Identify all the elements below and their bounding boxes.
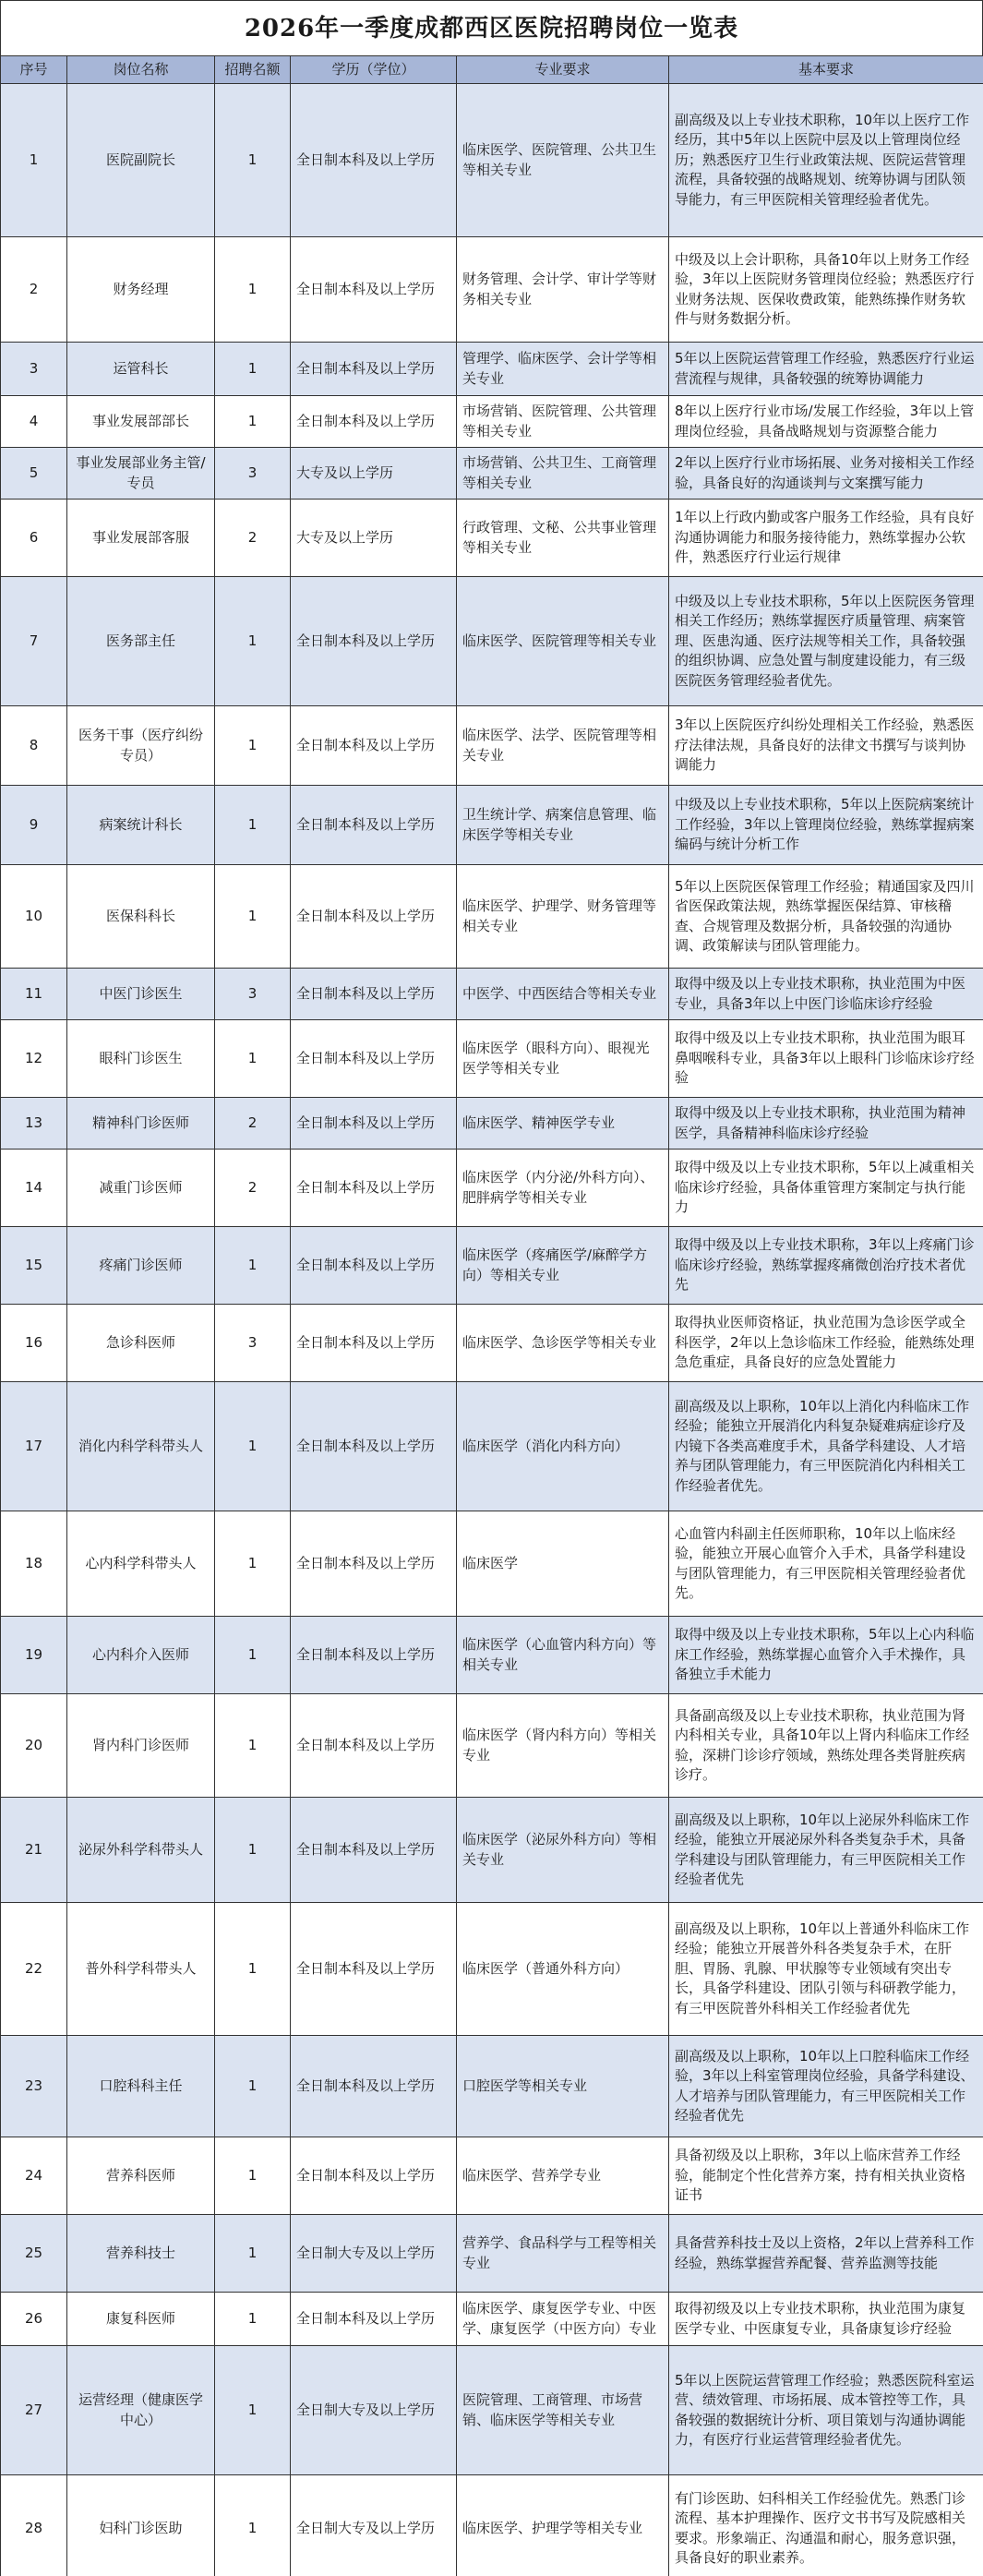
- cell-education: 全日制本科及以上学历: [291, 1098, 457, 1150]
- cell-education: 大专及以上学历: [291, 500, 457, 577]
- cell-requirements: 具备营养科技士及以上资格，2年以上营养科工作经验，熟练掌握营养配餐、营养监测等技能: [669, 2215, 983, 2293]
- cell-major: 临床医学、医院管理等相关专业: [457, 577, 669, 706]
- cell-position-name: 眼科门诊医生: [67, 1020, 215, 1098]
- cell-quota: 2: [215, 500, 291, 577]
- cell-education: 全日制本科及以上学历: [291, 1798, 457, 1903]
- cell-number: 10: [1, 865, 67, 969]
- cell-major: 口腔医学等相关专业: [457, 2036, 669, 2137]
- cell-education: 全日制本科及以上学历: [291, 865, 457, 969]
- cell-number: 19: [1, 1617, 67, 1694]
- cell-quota: 1: [215, 237, 291, 343]
- cell-education: 全日制本科及以上学历: [291, 1617, 457, 1694]
- cell-quota: 1: [215, 1227, 291, 1305]
- cell-quota: 1: [215, 1511, 291, 1617]
- cell-position-name: 事业发展部部长: [67, 396, 215, 448]
- cell-quota: 3: [215, 969, 291, 1020]
- cell-requirements: 取得中级及以上专业技术职称，3年以上疼痛门诊临床诊疗经验，熟练掌握疼痛微创治疗技术者优先: [669, 1227, 983, 1305]
- cell-number: 15: [1, 1227, 67, 1305]
- cell-major: 临床医学（消化内科方向）: [457, 1382, 669, 1511]
- cell-requirements: 具备副高级及以上专业技术职称，执业范围为肾内科相关专业，具备10年以上肾内科临床工作经验，深耕门诊诊疗领域，熟练处理各类肾脏疾病诊疗。: [669, 1694, 983, 1798]
- cell-education: 全日制本科及以上学历: [291, 1150, 457, 1227]
- cell-number: 1: [1, 84, 67, 237]
- cell-education: 全日制本科及以上学历: [291, 1227, 457, 1305]
- cell-education: 大专及以上学历: [291, 448, 457, 500]
- table-row: [1, 84, 983, 237]
- cell-education: 全日制本科及以上学历: [291, 706, 457, 786]
- cell-major: 临床医学、法学、医院管理等相关专业: [457, 706, 669, 786]
- cell-requirements: 8年以上医疗行业市场/发展工作经验，3年以上管理岗位经验，具备战略规划与资源整合能力: [669, 396, 983, 448]
- cell-education: 全日制本科及以上学历: [291, 396, 457, 448]
- cell-requirements: 1年以上行政内勤或客户服务工作经验，具有良好沟通协调能力和服务接待能力，熟练掌握办公软件，熟悉医疗行业运行规律: [669, 500, 983, 577]
- cell-number: 14: [1, 1150, 67, 1227]
- table-row: [1, 1020, 983, 1098]
- table-row: [1, 2137, 983, 2215]
- cell-quota: 1: [215, 1798, 291, 1903]
- cell-quota: 3: [215, 448, 291, 500]
- cell-education: 全日制本科及以上学历: [291, 969, 457, 1020]
- cell-number: 6: [1, 500, 67, 577]
- cell-quota: 1: [215, 786, 291, 865]
- cell-number: 24: [1, 2137, 67, 2215]
- column-header-education: 学历（学位）: [291, 56, 457, 84]
- cell-education: 全日制本科及以上学历: [291, 1903, 457, 2036]
- cell-requirements: 2年以上医疗行业市场拓展、业务对接相关工作经验，具备良好的沟通谈判与文案撰写能力: [669, 448, 983, 500]
- cell-requirements: 取得初级及以上专业技术职称，执业范围为康复医学专业、中医康复专业，具备康复诊疗经验: [669, 2293, 983, 2346]
- cell-quota: 1: [215, 1903, 291, 2036]
- cell-major: 财务管理、会计学、审计学等财务相关专业: [457, 237, 669, 343]
- cell-education: 全日制本科及以上学历: [291, 1305, 457, 1382]
- cell-education: 全日制本科及以上学历: [291, 786, 457, 865]
- cell-major: 临床医学（泌尿外科方向）等相关专业: [457, 1798, 669, 1903]
- cell-education: 全日制大专及以上学历: [291, 2215, 457, 2293]
- cell-education: 全日制本科及以上学历: [291, 2293, 457, 2346]
- cell-requirements: 取得中级及以上专业技术职称，5年以上减重相关临床诊疗经验，具备体重管理方案制定与执行能力: [669, 1150, 983, 1227]
- table-row: [1, 1150, 983, 1227]
- cell-position-name: 事业发展部业务主管/专员: [67, 448, 215, 500]
- cell-number: 25: [1, 2215, 67, 2293]
- table-row: [1, 2215, 983, 2293]
- cell-number: 11: [1, 969, 67, 1020]
- cell-major: 临床医学（心血管内科方向）等相关专业: [457, 1617, 669, 1694]
- cell-quota: 1: [215, 2036, 291, 2137]
- cell-education: 全日制本科及以上学历: [291, 1020, 457, 1098]
- cell-quota: 1: [215, 2293, 291, 2346]
- cell-major: 临床医学（疼痛医学/麻醉学方向）等相关专业: [457, 1227, 669, 1305]
- cell-requirements: 中级及以上专业技术职称，5年以上医院病案统计工作经验，3年以上管理岗位经验，熟练掌握病案编码与统计分析工作: [669, 786, 983, 865]
- cell-number: 7: [1, 577, 67, 706]
- page-title: 2026年一季度成都西区医院招聘岗位一览表: [0, 0, 983, 55]
- cell-education: 全日制本科及以上学历: [291, 1694, 457, 1798]
- cell-major: 临床医学、精神医学专业: [457, 1098, 669, 1150]
- cell-number: 2: [1, 237, 67, 343]
- cell-quota: 1: [215, 577, 291, 706]
- cell-position-name: 心内科介入医师: [67, 1617, 215, 1694]
- table-row: [1, 2293, 983, 2346]
- column-header-position: 岗位名称: [67, 56, 215, 84]
- cell-major: 医院管理、工商管理、市场营销、临床医学等相关专业: [457, 2346, 669, 2475]
- cell-position-name: 肾内科门诊医师: [67, 1694, 215, 1798]
- cell-position-name: 消化内科学科带头人: [67, 1382, 215, 1511]
- cell-quota: 1: [215, 1617, 291, 1694]
- column-header-requirements: 基本要求: [669, 56, 983, 84]
- cell-major: 临床医学（内分泌/外科方向）、肥胖病学等相关专业: [457, 1150, 669, 1227]
- column-header-major: 专业要求: [457, 56, 669, 84]
- cell-quota: 1: [215, 396, 291, 448]
- column-header-number: 序号: [1, 56, 67, 84]
- cell-number: 27: [1, 2346, 67, 2475]
- cell-position-name: 妇科门诊医助: [67, 2475, 215, 2576]
- cell-quota: 1: [215, 2346, 291, 2475]
- cell-number: 22: [1, 1903, 67, 2036]
- cell-major: 临床医学（眼科方向）、眼视光医学等相关专业: [457, 1020, 669, 1098]
- cell-quota: 1: [215, 1020, 291, 1098]
- table-row: [1, 1903, 983, 2036]
- cell-position-name: 泌尿外科学科带头人: [67, 1798, 215, 1903]
- cell-education: 全日制大专及以上学历: [291, 2346, 457, 2475]
- cell-major: 市场营销、公共卫生、工商管理等相关专业: [457, 448, 669, 500]
- cell-position-name: 事业发展部客服: [67, 500, 215, 577]
- cell-requirements: 取得中级及以上专业技术职称，执业范围为中医专业，具备3年以上中医门诊临床诊疗经验: [669, 969, 983, 1020]
- cell-number: 8: [1, 706, 67, 786]
- cell-requirements: 有门诊医助、妇科相关工作经验优先。熟悉门诊流程、基本护理操作、医疗文书书写及院感相关要求。形象端正、沟通温和耐心，服务意识强，具备良好的职业素养。: [669, 2475, 983, 2576]
- table-row: [1, 2346, 983, 2475]
- cell-position-name: 中医门诊医生: [67, 969, 215, 1020]
- cell-education: 全日制本科及以上学历: [291, 343, 457, 396]
- cell-requirements: 心血管内科副主任医师职称，10年以上临床经验，能独立开展心血管介入手术，具备学科建设与团队管理能力，有三甲医院相关管理经验者优先。: [669, 1511, 983, 1617]
- cell-major: 临床医学（肾内科方向）等相关专业: [457, 1694, 669, 1798]
- cell-education: 全日制本科及以上学历: [291, 1511, 457, 1617]
- cell-major: 行政管理、文秘、公共事业管理等相关专业: [457, 500, 669, 577]
- cell-number: 12: [1, 1020, 67, 1098]
- table-row: [1, 1511, 983, 1617]
- cell-major: 临床医学（普通外科方向）: [457, 1903, 669, 2036]
- cell-major: 临床医学、康复医学专业、中医学、康复医学（中医方向）专业: [457, 2293, 669, 2346]
- cell-position-name: 医务干事（医疗纠纷专员）: [67, 706, 215, 786]
- cell-position-name: 营养科医师: [67, 2137, 215, 2215]
- cell-major: 临床医学、营养学专业: [457, 2137, 669, 2215]
- cell-requirements: 具备初级及以上职称，3年以上临床营养工作经验，能制定个性化营养方案，持有相关执业资格证书: [669, 2137, 983, 2215]
- table-body: [1, 84, 983, 2576]
- cell-quota: 1: [215, 343, 291, 396]
- cell-requirements: 副高级及以上职称，10年以上口腔科临床工作经验，3年以上科室管理岗位经验，具备学科建设、人才培养与团队管理能力，有三甲医院相关工作经验者优先: [669, 2036, 983, 2137]
- cell-position-name: 急诊科医师: [67, 1305, 215, 1382]
- table-row: [1, 1617, 983, 1694]
- cell-number: 23: [1, 2036, 67, 2137]
- table-row: [1, 706, 983, 786]
- cell-education: 全日制本科及以上学历: [291, 2036, 457, 2137]
- cell-position-name: 医院副院长: [67, 84, 215, 237]
- table-row: [1, 1305, 983, 1382]
- cell-requirements: 5年以上医院运营管理工作经验；熟悉医院科室运营、绩效管理、市场拓展、成本管控等工作，具备较强的数据统计分析、项目策划与沟通协调能力，有医疗行业运营管理经验者优先。: [669, 2346, 983, 2475]
- table-row: [1, 500, 983, 577]
- cell-position-name: 营养科技士: [67, 2215, 215, 2293]
- cell-quota: 1: [215, 865, 291, 969]
- cell-requirements: 取得中级及以上专业技术职称，执业范围为精神医学，具备精神科临床诊疗经验: [669, 1098, 983, 1150]
- table-row: [1, 2475, 983, 2576]
- cell-number: 13: [1, 1098, 67, 1150]
- cell-major: 临床医学、护理学、财务管理等相关专业: [457, 865, 669, 969]
- cell-position-name: 康复科医师: [67, 2293, 215, 2346]
- cell-number: 4: [1, 396, 67, 448]
- cell-position-name: 普外科学科带头人: [67, 1903, 215, 2036]
- cell-requirements: 中级及以上专业技术职称，5年以上医院医务管理相关工作经历；熟练掌握医疗质量管理、病案管理、医患沟通、医疗法规等相关工作，具备较强的组织协调、应急处置与制度建设能力，有三级医院医务管理经验者优先。: [669, 577, 983, 706]
- cell-position-name: 减重门诊医师: [67, 1150, 215, 1227]
- table-row: [1, 969, 983, 1020]
- cell-quota: 1: [215, 2475, 291, 2576]
- cell-quota: 3: [215, 1305, 291, 1382]
- cell-position-name: 疼痛门诊医师: [67, 1227, 215, 1305]
- cell-requirements: 副高级及以上专业技术职称，10年以上医疗工作经历，其中5年以上医院中层及以上管理岗位经历；熟悉医疗卫生行业政策法规、医院运营管理流程，具备较强的战略规划、统筹协调与团队领导能力，有三甲医院相关管理经验者优先。: [669, 84, 983, 237]
- cell-position-name: 心内科学科带头人: [67, 1511, 215, 1617]
- cell-requirements: 中级及以上会计职称，具备10年以上财务工作经验，3年以上医院财务管理岗位经验；熟悉医疗行业财务法规、医保收费政策，能熟练操作财务软件与财务数据分析。: [669, 237, 983, 343]
- cell-requirements: 5年以上医院运营管理工作经验，熟悉医疗行业运营流程与规律，具备较强的统筹协调能力: [669, 343, 983, 396]
- cell-number: 18: [1, 1511, 67, 1617]
- cell-quota: 1: [215, 1694, 291, 1798]
- cell-position-name: 口腔科科主任: [67, 2036, 215, 2137]
- cell-requirements: 3年以上医院医疗纠纷处理相关工作经验，熟悉医疗法律法规，具备良好的法律文书撰写与谈判协调能力: [669, 706, 983, 786]
- cell-number: 16: [1, 1305, 67, 1382]
- cell-major: 营养学、食品科学与工程等相关专业: [457, 2215, 669, 2293]
- table-row: [1, 1098, 983, 1150]
- table-row: [1, 2036, 983, 2137]
- cell-quota: 1: [215, 2215, 291, 2293]
- cell-quota: 2: [215, 1098, 291, 1150]
- cell-position-name: 财务经理: [67, 237, 215, 343]
- table-row: [1, 577, 983, 706]
- table-row: [1, 237, 983, 343]
- cell-position-name: 病案统计科长: [67, 786, 215, 865]
- cell-position-name: 运营经理（健康医学中心）: [67, 2346, 215, 2475]
- table-row: [1, 396, 983, 448]
- table-row: [1, 786, 983, 865]
- cell-education: 全日制本科及以上学历: [291, 1382, 457, 1511]
- cell-position-name: 运管科长: [67, 343, 215, 396]
- cell-position-name: 精神科门诊医师: [67, 1098, 215, 1150]
- cell-major: 临床医学、医院管理、公共卫生等相关专业: [457, 84, 669, 237]
- cell-requirements: 副高级及以上职称，10年以上普通外科临床工作经验；能独立开展普外科各类复杂手术，在肝胆、胃肠、乳腺、甲状腺等专业领域有突出专长，具备学科建设、团队引领与科研教学能力，有三甲医院普外科相关工作经验者优先: [669, 1903, 983, 2036]
- cell-number: 17: [1, 1382, 67, 1511]
- cell-number: 5: [1, 448, 67, 500]
- cell-position-name: 医保科科长: [67, 865, 215, 969]
- cell-major: 临床医学、护理学等相关专业: [457, 2475, 669, 2576]
- cell-major: 中医学、中西医结合等相关专业: [457, 969, 669, 1020]
- table-row: [1, 1227, 983, 1305]
- cell-education: 全日制本科及以上学历: [291, 237, 457, 343]
- cell-number: 3: [1, 343, 67, 396]
- cell-requirements: 副高级及以上职称，10年以上泌尿外科临床工作经验，能独立开展泌尿外科各类复杂手术，具备学科建设与团队管理能力，有三甲医院相关工作经验者优先: [669, 1798, 983, 1903]
- table-row: [1, 343, 983, 396]
- recruitment-table: [0, 55, 983, 2576]
- cell-quota: 1: [215, 706, 291, 786]
- cell-education: 全日制大专及以上学历: [291, 2475, 457, 2576]
- cell-major: 临床医学、急诊医学等相关专业: [457, 1305, 669, 1382]
- cell-education: 全日制本科及以上学历: [291, 2137, 457, 2215]
- cell-requirements: 取得执业医师资格证，执业范围为急诊医学或全科医学，2年以上急诊临床工作经验，能熟练处理急危重症，具备良好的应急处置能力: [669, 1305, 983, 1382]
- cell-number: 28: [1, 2475, 67, 2576]
- cell-requirements: 副高级及以上职称，10年以上消化内科临床工作经验；能独立开展消化内科复杂疑难病症诊疗及内镜下各类高难度手术，具备学科建设、人才培养与团队管理能力，有三甲医院消化内科相关工作经验者优先。: [669, 1382, 983, 1511]
- cell-major: 临床医学: [457, 1511, 669, 1617]
- cell-number: 21: [1, 1798, 67, 1903]
- cell-major: 市场营销、医院管理、公共管理等相关专业: [457, 396, 669, 448]
- cell-requirements: 取得中级及以上专业技术职称，5年以上心内科临床工作经验，熟练掌握心血管介入手术操作，具备独立手术能力: [669, 1617, 983, 1694]
- table-row: [1, 1694, 983, 1798]
- cell-number: 9: [1, 786, 67, 865]
- cell-number: 26: [1, 2293, 67, 2346]
- table-row: [1, 865, 983, 969]
- cell-requirements: 取得中级及以上专业技术职称，执业范围为眼耳鼻咽喉科专业，具备3年以上眼科门诊临床诊疗经验: [669, 1020, 983, 1098]
- cell-major: 卫生统计学、病案信息管理、临床医学等相关专业: [457, 786, 669, 865]
- table-row: [1, 448, 983, 500]
- cell-quota: 1: [215, 1382, 291, 1511]
- cell-quota: 1: [215, 2137, 291, 2215]
- cell-quota: 1: [215, 84, 291, 237]
- column-header-quota: 招聘名额: [215, 56, 291, 84]
- cell-education: 全日制本科及以上学历: [291, 577, 457, 706]
- cell-requirements: 5年以上医院医保管理工作经验；精通国家及四川省医保政策法规，熟练掌握医保结算、审核稽查、合规管理及数据分析，具备较强的沟通协调、政策解读与团队管理能力。: [669, 865, 983, 969]
- cell-quota: 2: [215, 1150, 291, 1227]
- cell-education: 全日制本科及以上学历: [291, 84, 457, 237]
- cell-position-name: 医务部主任: [67, 577, 215, 706]
- table-row: [1, 1382, 983, 1511]
- table-row: [1, 1798, 983, 1903]
- cell-major: 管理学、临床医学、会计学等相关专业: [457, 343, 669, 396]
- cell-number: 20: [1, 1694, 67, 1798]
- header-row: [1, 56, 983, 84]
